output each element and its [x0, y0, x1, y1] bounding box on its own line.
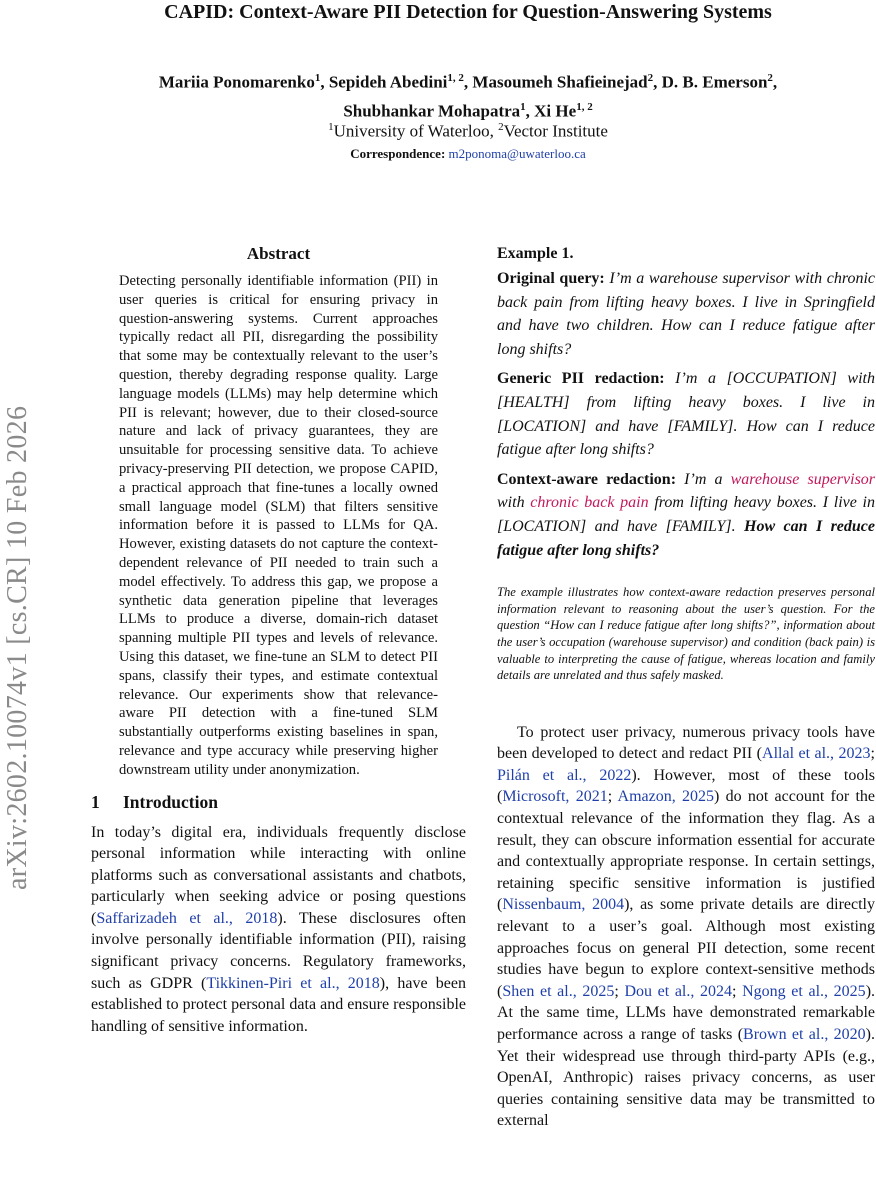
- example-label: Context-aware redaction:: [497, 470, 677, 488]
- citation-link[interactable]: Pilán et al., 2022: [497, 766, 632, 784]
- author-affiliation-mark: 1, 2: [447, 72, 464, 84]
- paper-title: CAPID: Context-Aware PII Detection for Question-Answering Systems: [164, 1, 772, 23]
- correspondence: [60, 145, 876, 163]
- affiliation-name: Vector Institute: [503, 121, 608, 141]
- author-affiliation-mark: 1, 2: [576, 100, 593, 113]
- right-column: [497, 243, 875, 1132]
- author-name: Xi He: [534, 101, 577, 121]
- author-name: Mariia Ponomarenko: [158, 72, 315, 92]
- abstract-heading: Abstract: [246, 244, 311, 263]
- correspondence-label: Correspondence:: [350, 146, 446, 161]
- citation-link[interactable]: Nissenbaum, 2004: [502, 896, 625, 914]
- abstract-text: Detecting personally identifiable information (PII) in user queries is critical for ensuring privacy in question-answering systems. Current approaches typically redact all PII, disregarding the possibility that some may be contextually relevant to the user’s question, thereby degrading response quality. Large language models (LLMs) may help determine which PII is relevant; however, due to their closed-source nature and lack of privacy guarantees, they are unsuitable for processing sensitive data. To achieve privacy-preserving PII detection, we propose CAPID, a practical approach that fine-tunes a locally owned small language model (SLM) that filters sensitive information before it is passed to LLMs for QA. However, existing datasets do not capture the context-dependent relevance of PII needed to train such a model effectively. To address this gap, we propose a synthetic data generation pipeline that leverages LLMs to produce a diverse, domain-rich dataset spanning multiple PII types and levels of relevance. Using this dataset, we fine-tune an SLM to detect PII spans, classify their types, and estimate contextual relevance. Our experiments show that relevance-aware PII detection with a fine-tuned SLM substantially outperforms existing baselines in span, relevance and type accuracy while preserving higher downstream utility under anonymization.: [119, 273, 438, 778]
- author-affiliation-mark: 2: [767, 72, 773, 84]
- citation-link[interactable]: Brown et al., 2020: [743, 1026, 866, 1043]
- author-affiliation-mark: 2: [647, 72, 654, 84]
- example-title: Example 1.: [497, 245, 574, 262]
- example-context-redaction: Context-aware redaction: I’m a warehouse supervisor with chronic back pain from lifting heavy boxes. I live in [LOCATION] and have [FAMILY]. How can I reduce fatigue after long shifts?: [497, 470, 876, 559]
- affiliation-name: University of Waterloo: [333, 121, 490, 141]
- arxiv-sidebar: [0, 290, 36, 890]
- highlighted-pii: warehouse supervisor: [730, 470, 876, 488]
- section-heading-introduction: [91, 790, 466, 814]
- example-generic-redaction: Generic PII redaction: I’m a [OCCUPATION] with [HEALTH] from lifting heavy boxes. I live in [LOCATION] and have [FAMILY]. How can I reduce fatigue after long shifts?: [497, 370, 875, 459]
- citation-link[interactable]: Microsoft, 2021: [502, 788, 608, 806]
- highlighted-pii: chronic back pain: [530, 494, 649, 512]
- example-original-query: Original query: I’m a warehouse supervisor with chronic back pain from lifting heavy boxes. I live in Springfield and have two children. How can I reduce fatigue after long shifts?: [497, 270, 876, 358]
- author-affiliation-mark: 1: [520, 100, 526, 113]
- author-list: Mariia Ponomarenko$^1$, Sepideh Abedini$^{1, 2}$, Masoumeh Shafieinejad$^2$, D. B. Emerson$^2$, Shubhankar Mohapatra$^1$, Xi He$^{1, 2}$: [158, 72, 778, 121]
- correspondence-email-link[interactable]: m2ponoma@uwaterloo.ca: [448, 146, 586, 161]
- author-name: Sepideh Abedini: [328, 72, 448, 92]
- author-name: D. B. Emerson: [661, 72, 768, 92]
- arxiv-identifier: arXiv:2602.10074v1 [cs.CR] 10 Feb 2026: [2, 405, 33, 890]
- author-affiliation-mark: 1: [314, 72, 321, 84]
- citation-link[interactable]: Shen et al., 2025: [502, 982, 615, 1000]
- citation-link[interactable]: Ngong et al., 2025: [742, 982, 866, 1000]
- author-name: Masoumeh Shafieinejad: [472, 72, 648, 92]
- citation-link[interactable]: Amazon, 2025: [617, 788, 714, 806]
- affiliations: $^1$University of Waterloo, $^2$Vector Institute: [328, 121, 608, 141]
- author-name: Shubhankar Mohapatra: [343, 101, 521, 121]
- section-title: Introduction: [123, 791, 218, 812]
- citation-link[interactable]: Saffarizadeh et al., 2018: [96, 909, 278, 927]
- citation-link[interactable]: Allal et al., 2023: [762, 745, 871, 763]
- example-label: Generic PII redaction:: [497, 370, 665, 388]
- citation-link[interactable]: Dou et al., 2024: [624, 982, 733, 1000]
- example-caption: The example illustrates how context-aware redaction preserves personal information relevant to reasoning about the user’s question. For the question “How can I reduce fatigue after long shifts?”, information about the user’s occupation (warehouse supervisor) and condition (back pain) is valuable to interpreting the cause of fatigue, whereas location and family details are unrelated and thus safely masked.: [497, 585, 875, 683]
- left-column: [91, 242, 466, 1037]
- section-number: 1: [91, 791, 100, 812]
- intro-paragraph: In today’s digital era, individuals frequently disclose personal information while interacting with online platforms such as conversational assistants and chatbots, particularly when seeking advice or posing questions (Saffarizadeh et al., 2018). These disclosures often involve personally identifiable information (PII), raising significant privacy concerns. Regulatory frameworks, such as GDPR (Tikkinen-Piri et al., 2018), have been established to protect personal data and ensure responsible handling of sensitive information.: [91, 823, 466, 1035]
- citation-link[interactable]: Tikkinen-Piri et al., 2018: [206, 974, 380, 992]
- body-paragraph: To protect user privacy, numerous privacy tools have been developed to detect and redact PII (Allal et al., 2023; Pilán et al., 2022). However, most of these tools (Microsoft, 2021; Amazon, 2025) do not account for the contextual relevance of the information they flag. As a result, they can obscure information essential for accurate and contextually appropriate response. In certain settings, retaining specific sensitive information is justified (Nissenbaum, 2004), as some private details are directly relevant to a user’s goal. Although most existing approaches focus on general PII detection, some recent studies have begun to explore context-sensitive methods (Shen et al., 2025; Dou et al., 2024; Ngong et al., 2025). At the same time, LLMs have demonstrated remarkable performance across a range of tasks (Brown et al., 2020). Yet their widespread use through third-party APIs (e.g., OpenAI, Anthropic) raises privacy concerns, as user queries containing sensitive data may be transmitted to external: [497, 723, 876, 1130]
- example-label: Original query:: [497, 270, 605, 287]
